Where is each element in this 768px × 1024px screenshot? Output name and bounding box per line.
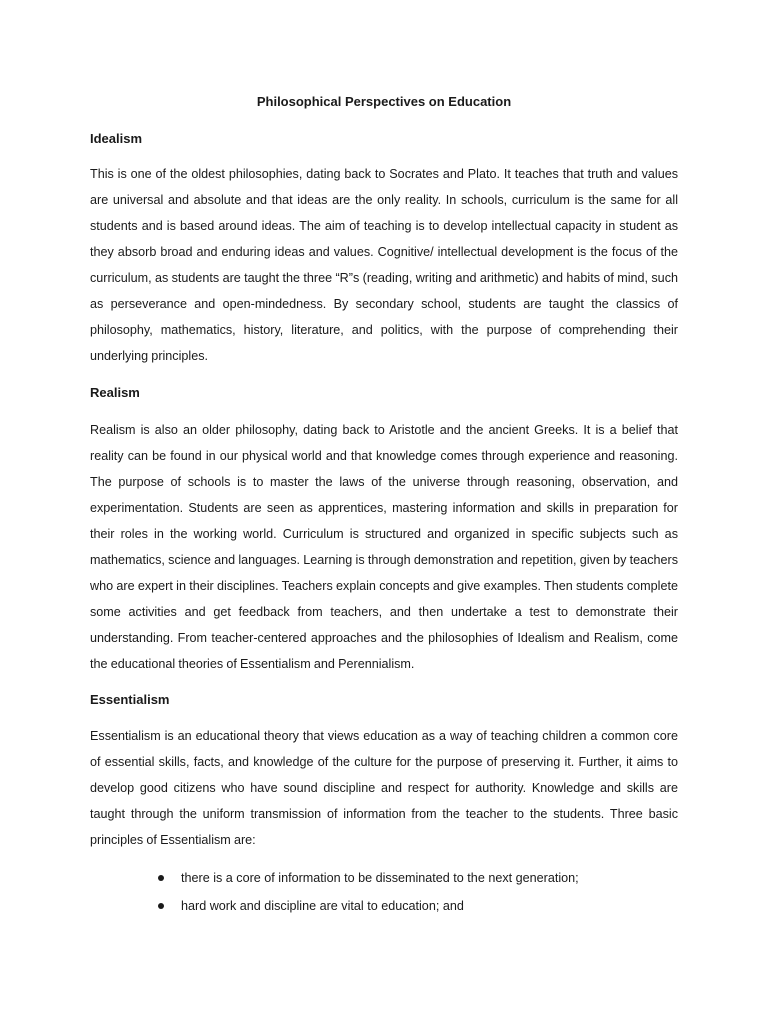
list-item [90, 865, 678, 893]
section-paragraph-idealism: This is one of the oldest philosophies, dating back to Socrates and Plato. It teaches that truth and values are universal and absolute and that ideas are the only reality. In schools, curriculum is the same for all students and is based around ideas. The aim of teaching is to develop intellectual capacity in student as they absorb broad and enduring ideas and values. Cognitive/ intellectual development is the focus of the curriculum, as students are taught the three “R”s (reading, writing and arithmetic) and habits of mind, such as perseverance and open-mindedness. By secondary school, students are taught the classics of philosophy, mathematics, history, literature, and politics, with the purpose of comprehending their underlying principles. [90, 167, 678, 363]
section-paragraph-essentialism: Essentialism is an educational theory that views education as a way of teaching children a common core of essential skills, facts, and knowledge of the culture for the purpose of preserving it. Further, it aims to develop good citizens who have sound discipline and respect for authority. Knowledge and skills are taught through the uniform transmission of information from the teacher to the students. Three basic principles of Essentialism are: [90, 729, 678, 847]
list-item-text: there is a core of information to be disseminated to the next generation; [181, 871, 579, 885]
essentialism-principles-list [90, 865, 678, 921]
section-heading-essentialism: Essentialism [90, 692, 170, 707]
document-title: Philosophical Perspectives on Education [256, 94, 512, 109]
bullet-icon [158, 903, 164, 909]
list-item-text: hard work and discipline are vital to education; and [181, 899, 464, 913]
section-heading-idealism: Idealism [90, 131, 143, 146]
bullet-icon [158, 875, 164, 881]
list-item [90, 893, 678, 921]
section-paragraph-realism: Realism is also an older philosophy, dating back to Aristotle and the ancient Greeks. It is a belief that reality can be found in our physical world and that knowledge comes through experience and reasoning. The purpose of schools is to master the laws of the universe through reasoning, observation, and experimentation. Students are seen as apprentices, mastering information and skills in preparation for their roles in the working world. Curriculum is structured and organized in specific subjects such as mathematics, science and languages. Learning is through demonstration and repetition, given by teachers who are expert in their disciplines. Teachers explain concepts and give examples. Then students complete some activities and get feedback from teachers, and then undertake a test to demonstrate their understanding. From teacher-centered approaches and the philosophies of Idealism and Realism, come the educational theories of Essentialism and Perennialism. [90, 423, 678, 671]
section-heading-realism: Realism [90, 385, 140, 400]
